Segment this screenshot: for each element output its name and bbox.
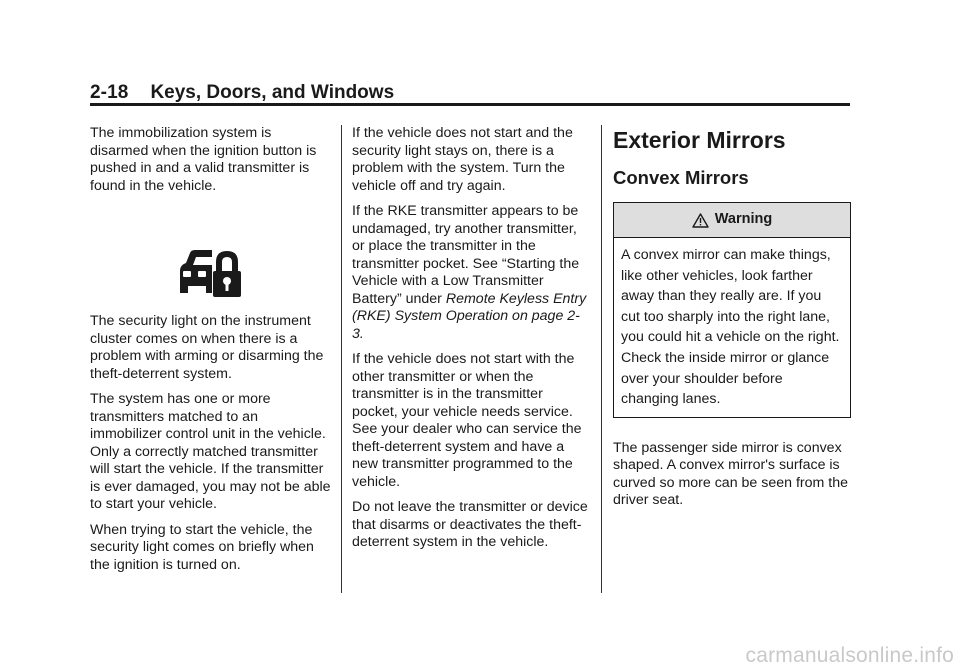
paragraph: The immobilization system is disarmed when the ignition button is pushed in and a valid transmitter is found in the vehicle. <box>90 125 317 194</box>
paragraph <box>352 203 590 343</box>
warning-body: A convex mirror can make things, like other vehicles, look farther away than they really are. If you cut too sharply into the right lane, you could hit a vehicle on the right. Check the inside mirror or glance over your shoulder before changing lanes. <box>621 247 840 408</box>
warning-title: Warning <box>714 211 773 228</box>
column-divider-1 <box>341 125 342 593</box>
paragraph: If the vehicle does not start and the security light stays on, there is a problem with the system. Turn the vehicle off and try again. <box>352 125 573 194</box>
watermark: carmanualsonline.info <box>745 644 954 667</box>
paragraph: The passenger side mirror is convex shaped. A convex mirror's surface is curved so more can be seen from the driver seat. <box>613 439 849 509</box>
paragraph: The security light on the instrument cluster comes on when there is a problem with arming or disarming the theft-deterrent system. <box>90 313 324 382</box>
security-light-car-lock-icon <box>178 249 242 299</box>
column-divider-2 <box>601 125 602 593</box>
cross-reference: Remote Keyless Entry (RKE) System Operation on page 2-3 <box>352 290 587 342</box>
paragraph: The system has one or more transmitters matched to an immobilizer control unit in the vehicle. Only a correctly matched transmitter will start the vehicle. If the transmitter is ever damaged, you may not be able to start your vehicle. <box>90 391 331 512</box>
warning-triangle-icon <box>692 213 709 228</box>
paragraph: If the vehicle does not start with the other transmitter or when the transmitter is in the transmitter pocket, your vehicle needs service. See your dealer who can service the theft-deterrent system and have a new transmitter programmed to the vehicle. <box>352 351 582 490</box>
warning-box <box>613 202 851 418</box>
security-light-figure <box>90 203 332 313</box>
section-heading: Exterior Mirrors <box>613 127 786 153</box>
page-number: 2-18 <box>90 82 129 103</box>
cross-reference-end: . <box>359 325 364 342</box>
column-1 <box>90 125 332 582</box>
paragraph-text: If the RKE transmitter appears to be undamaged, try another transmitter, or place the transmitter in the transmitter pocket. See “Starting the Vehicle with a Low Transmitter Battery” under <box>352 203 580 307</box>
section-title: Keys, Doors, and Windows <box>150 82 395 103</box>
header-rule <box>90 103 850 106</box>
paragraph: Do not leave the transmitter or device that disarms or deactivates the theft-deterrent system in the vehicle. <box>352 499 588 550</box>
warning-header <box>614 203 850 238</box>
subsection-heading: Convex Mirrors <box>613 167 749 188</box>
paragraph: When trying to start the vehicle, the security light comes on briefly when the ignition is turned on. <box>90 521 314 573</box>
column-3 <box>613 125 851 518</box>
column-2 <box>352 125 590 560</box>
